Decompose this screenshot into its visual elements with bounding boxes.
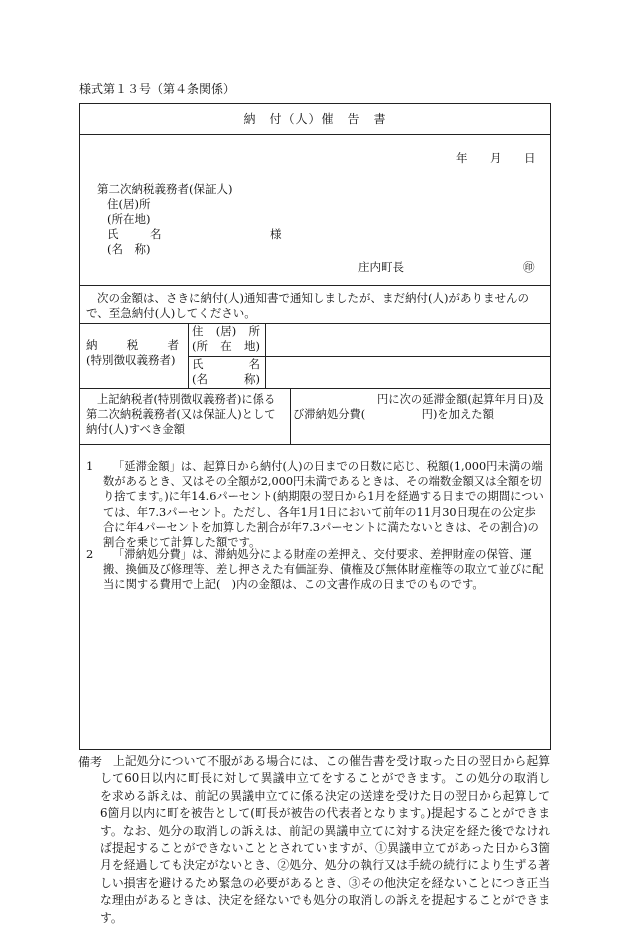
taxpayer-address-label	[192, 324, 260, 339]
divider-line	[265, 323, 266, 388]
divider-line	[80, 444, 550, 445]
addressee-heading: 第二次納税義務者(保証人)	[97, 182, 233, 196]
label-char: (所	[192, 339, 208, 353]
amount-value: 円に次の延滞金額(起算年月日)及び滞納処分費( 円)を加えた額	[293, 393, 544, 422]
issuer-title: 庄内町長	[358, 260, 404, 274]
remarks-text: 上記処分について不服がある場合には、この催告書を受け取った日の翌日から起算して60日以内に町長に対して異議申立てをすることができます。この処分の取消しを求める訴えは、前記の異議申立てに係る決定の送達を受けた日の翌日から起算して6箇月以内に町を被告として(町長が被告の代表者となります。)提起することができます。なお、処分の取消しの訴えは、前記の異議申立てに対する決定を経た後でなければ提起することができないこととされていますが、①異議申立てがあった日から3箇月を経過しても決定がないとき、②処分、処分の執行又は手続の続行により生ずる著しい損害を避けるため緊急の必要があるとき、③その他決定を経ないことにつき正当な理由があるときは、決定を経ないでも処分の取消しの訴えを提起することができます。	[100, 754, 550, 925]
taxpayer-label-char: 税	[126, 338, 139, 352]
amount-label: 上記納税者(特別徴収義務者)に係る第二次納税義務者(又は保証人)として納付(人)すべき金額	[86, 393, 276, 437]
label-char: 地)	[244, 339, 260, 353]
label-char: 住	[192, 324, 204, 338]
document-title: 納 付（人）催 告 書	[243, 112, 387, 126]
label-char: 所	[248, 324, 260, 338]
issuer-seal: ㊞	[523, 260, 535, 274]
label-char: 氏	[192, 357, 204, 371]
addressee-honorific: 様	[270, 227, 282, 241]
addressee-name-label-1: 氏	[107, 227, 119, 241]
divider-line	[80, 285, 550, 286]
note-number: 2	[86, 547, 94, 561]
note-text: 「延滞金額」は、起算日から納付(人)の日までの日数に応じ、税額(1,000円未満の端数があるとき、又はその全額が2,000円未満であるときは、その端数金額又は全額を切り捨てます。)に年14.6パーセント(納期限の翌日から1月を経過する日までの期間については、年7.3パーセント。ただし、各年1月1日において前年の11月30日現在の公定歩合に年4パーセントを加算した割合が年7.3パーセントに満たないときは、その割合)の割合を乗じて計算した額です。	[103, 460, 544, 550]
divider-line	[290, 388, 291, 444]
taxpayer-label-char: 納	[86, 338, 98, 352]
addressee-corp-name-label: (名 称)	[107, 242, 151, 256]
addressee-address-label: 住(居)所	[107, 197, 151, 211]
taxpayer-name-label	[192, 357, 260, 372]
intro-text: 次の金額は、さきに納付(人)通知書で通知しましたが、まだ納付(人)がありませんので、至急納付(人)してください。	[86, 291, 529, 321]
divider-line	[80, 388, 550, 389]
taxpayer-label	[86, 338, 179, 353]
note-text: 「滞納処分費」は、滞納処分による財産の差押え、交付要求、差押財産の保管、運搬、換価及び修理等、差し押さえた有価証券、債権及び無体財産権等の取立て並びに配当に関する費用で上記( )内の金額は、この文書作成の日までのものです。	[103, 548, 544, 592]
note-number: 1	[86, 459, 94, 473]
form-frame	[79, 103, 551, 750]
label-char: 在	[220, 339, 232, 353]
remarks-label: 備考	[78, 755, 103, 769]
label-char: (名	[192, 372, 208, 386]
date-day: 日	[524, 151, 536, 165]
addressee-name-label-2: 名	[150, 227, 162, 241]
taxpayer-label-sub: (特別徴収義務者)	[86, 353, 176, 367]
divider-line	[188, 323, 189, 388]
label-char: 名	[248, 357, 260, 371]
form-number: 様式第１３号（第４条関係）	[79, 82, 236, 96]
taxpayer-corp-name-label	[192, 372, 260, 387]
divider-line	[80, 323, 550, 324]
addressee-location-label: (所在地)	[107, 212, 151, 226]
date-month: 月	[490, 151, 502, 165]
taxpayer-label-char: 者	[167, 338, 179, 352]
divider-line	[80, 134, 550, 135]
label-char: (居)	[215, 324, 237, 338]
taxpayer-location-label	[192, 339, 260, 354]
label-char: 称)	[244, 372, 260, 386]
date-year: 年	[456, 151, 468, 165]
